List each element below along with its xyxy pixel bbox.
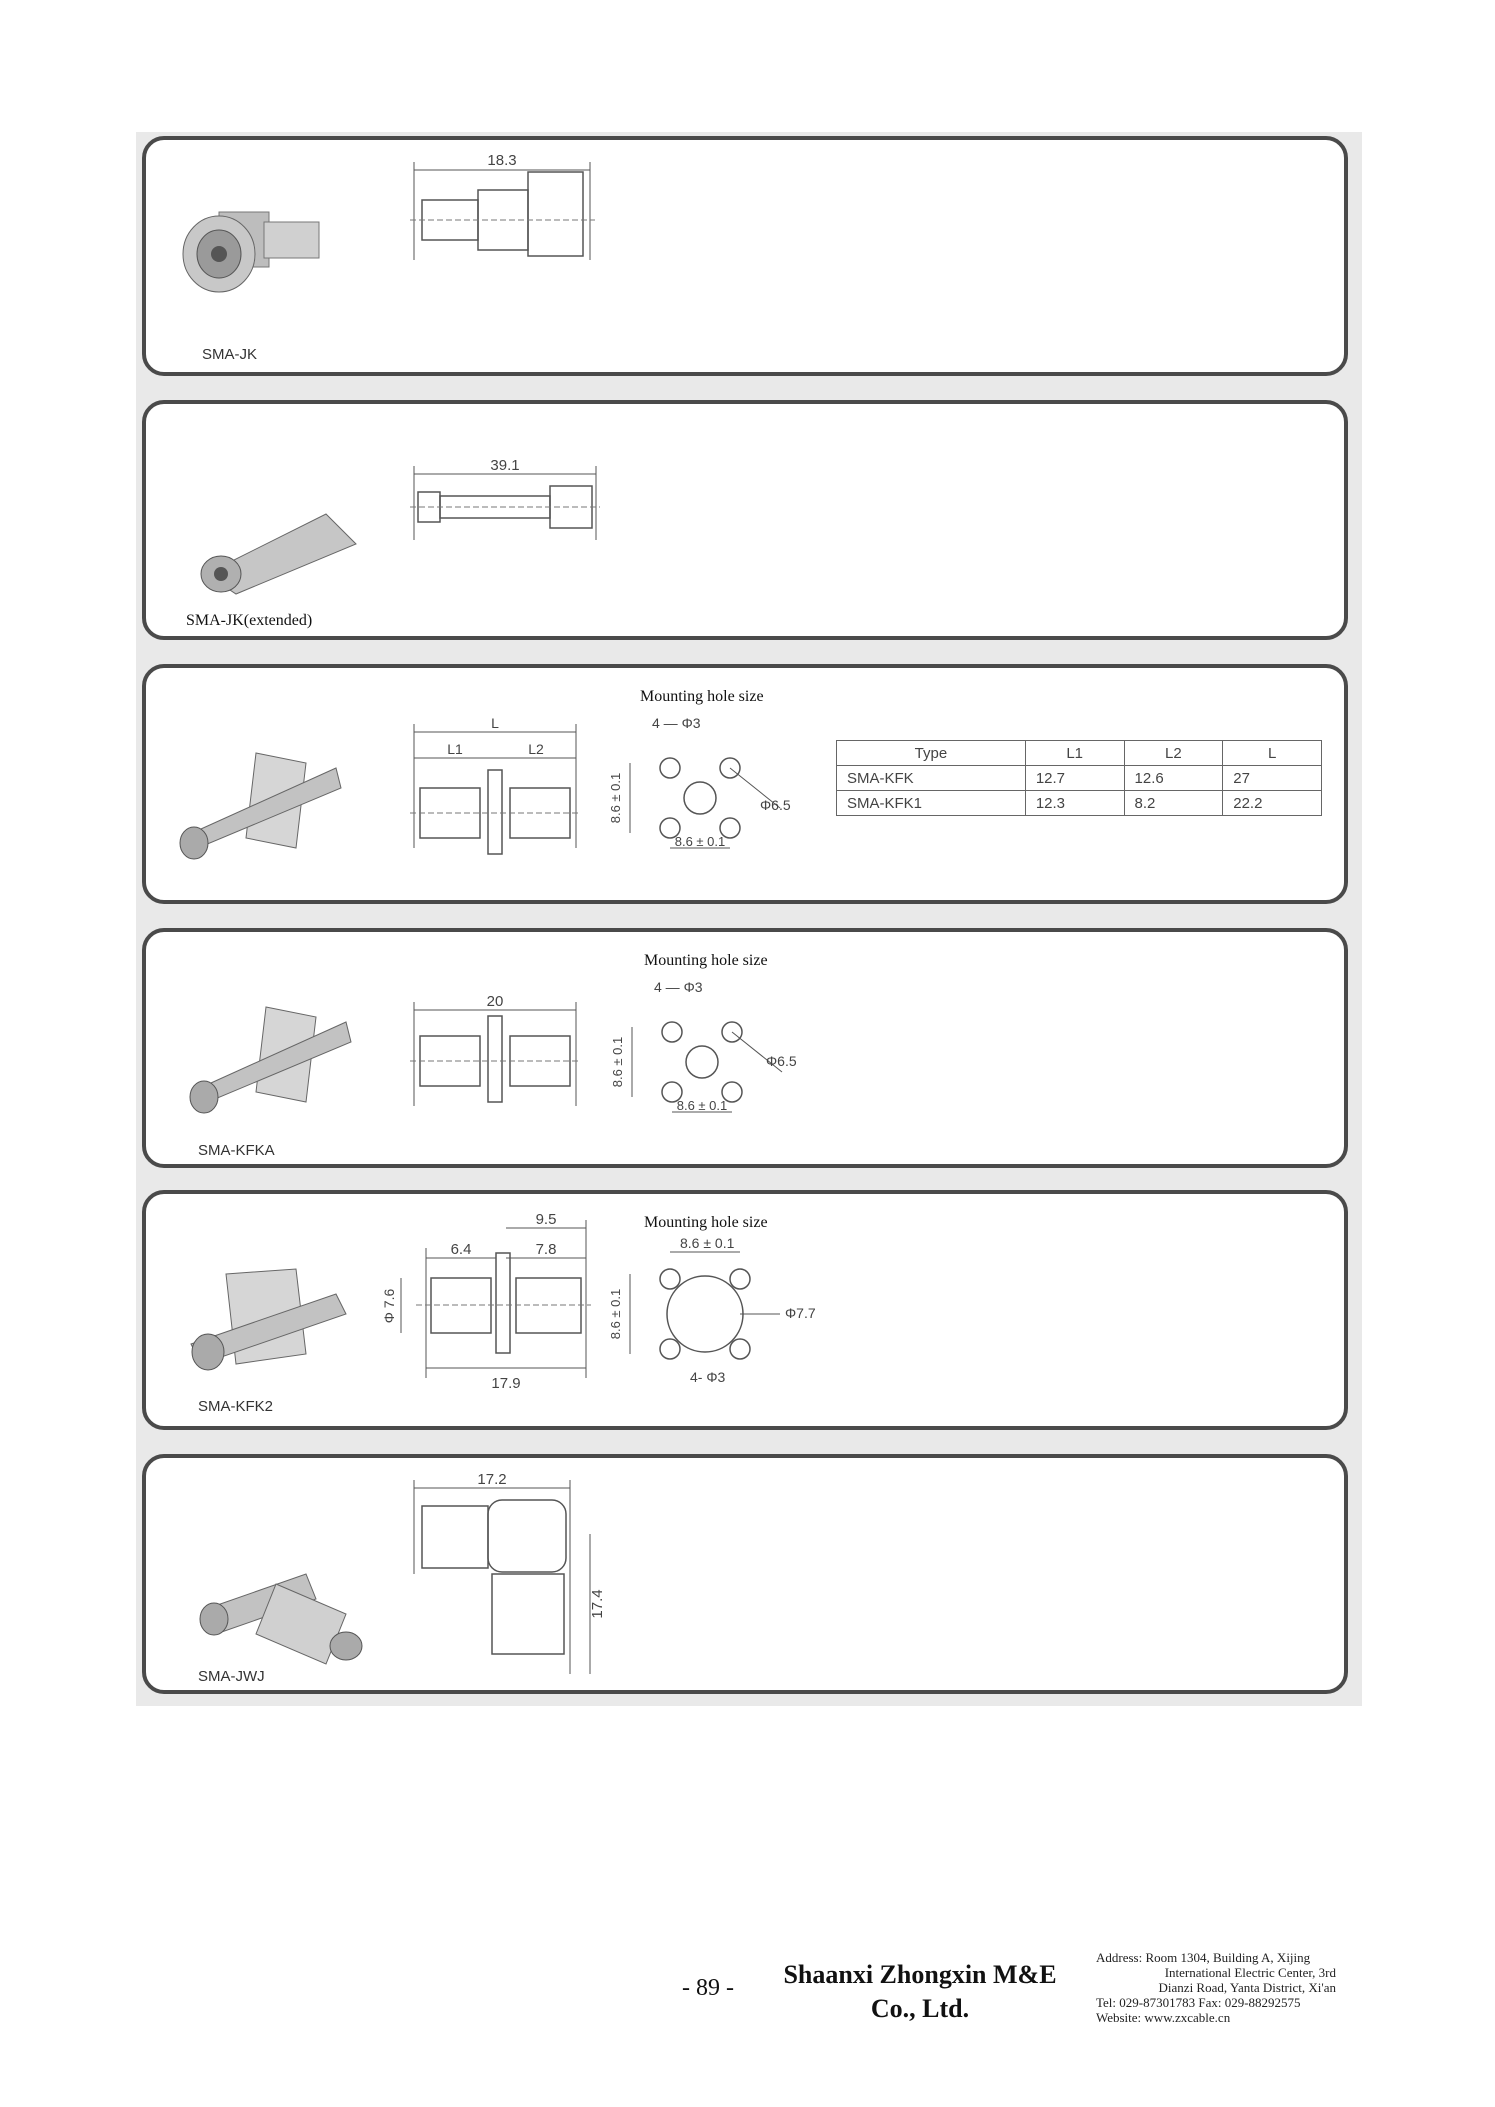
- mounting-hole-title: Mounting hole size: [644, 1214, 768, 1231]
- model-label: SMA-JK: [202, 346, 258, 363]
- dimension-label: 20: [486, 993, 504, 1010]
- center-hole-label: Φ6.5: [760, 797, 791, 813]
- table-header: L2: [1124, 741, 1223, 766]
- connector-photo: [196, 1554, 366, 1664]
- dimension-drawing: [381, 1208, 606, 1408]
- dimension-drawing: [410, 715, 580, 858]
- table-row: [837, 766, 1322, 791]
- mounting-hole-drawing: [610, 979, 822, 1122]
- dimension-drawing: [410, 457, 600, 544]
- connector-photo: [186, 1002, 356, 1112]
- model-label: SMA-KFKA: [198, 1142, 275, 1159]
- dimension-label: Φ 7.6: [381, 1288, 397, 1324]
- connector-photo: [174, 192, 324, 312]
- model-label: SMA-JK(extended): [186, 612, 313, 629]
- product-panel-sma-jk-extended: [142, 400, 1348, 640]
- mounting-hole-title: Mounting hole size: [644, 952, 768, 969]
- vertical-spacing-label: 8.6 ± 0.1: [610, 1036, 625, 1088]
- product-panel-sma-kfka: [142, 928, 1348, 1168]
- company-name-line: Shaanxi Zhongxin M&E: [783, 1960, 1057, 1989]
- table-cell: 8.2: [1124, 791, 1223, 816]
- dimension-label: 18.3: [487, 152, 517, 169]
- center-hole-label: Φ6.5: [766, 1053, 797, 1069]
- model-label: SMA-KFK2: [198, 1398, 274, 1415]
- address-line: Address: Room 1304, Building A, Xijing: [1096, 1950, 1311, 1965]
- dimension-drawing: [410, 1471, 606, 1674]
- dimension-label: 6.4: [450, 1241, 472, 1258]
- table-cell: 12.7: [1025, 766, 1124, 791]
- table-row: [837, 791, 1322, 816]
- table-cell: SMA-KFK1: [837, 791, 1026, 816]
- product-panel-sma-kfk2: [142, 1190, 1348, 1430]
- table-header-row: [837, 741, 1322, 766]
- table-cell: 27: [1223, 766, 1322, 791]
- table-header: L1: [1025, 741, 1124, 766]
- page-number: - 89 -: [682, 1975, 734, 2001]
- hole-count-label: 4 — Φ3: [652, 715, 701, 731]
- dimension-drawing: [410, 993, 580, 1106]
- dimension-label: 17.2: [477, 1471, 507, 1488]
- dimension-label: 39.1: [490, 457, 520, 474]
- dimension-label: L: [491, 715, 499, 731]
- connector-photo: [186, 1264, 356, 1374]
- phone-line: Tel: 029-87301783 Fax: 029-88292575: [1096, 1995, 1301, 2010]
- vertical-spacing-label: 8.6 ± 0.1: [608, 1288, 623, 1340]
- table-header: Type: [837, 741, 1026, 766]
- horizontal-spacing-label: 8.6 ± 0.1: [674, 834, 726, 849]
- spec-table: [836, 740, 1322, 816]
- product-panel-sma-jwj: [142, 1454, 1348, 1694]
- mounting-hole-drawing: [608, 1235, 830, 1414]
- website-line: Website: www.zxcable.cn: [1096, 2010, 1231, 2025]
- horizontal-spacing-label: 8.6 ± 0.1: [676, 1098, 728, 1113]
- table-cell: 22.2: [1223, 791, 1322, 816]
- mounting-hole-title: Mounting hole size: [640, 688, 764, 705]
- mounting-hole-drawing: [608, 715, 820, 858]
- dimension-label: L1: [447, 741, 463, 757]
- table-cell: 12.6: [1124, 766, 1223, 791]
- connector-photo: [176, 748, 346, 858]
- dimension-label: 17.9: [491, 1375, 521, 1392]
- company-name: [770, 1958, 1070, 2026]
- model-label: SMA-JWJ: [198, 1668, 265, 1685]
- company-name-line: Co., Ltd.: [870, 1994, 970, 2023]
- table-cell: SMA-KFK: [837, 766, 1026, 791]
- dimension-label: 9.5: [535, 1211, 557, 1228]
- dimension-label: L2: [528, 741, 544, 757]
- address-line: International Electric Center, 3rd: [1164, 1965, 1336, 1980]
- hole-count-label: 4 — Φ3: [654, 979, 703, 995]
- dimension-drawing: [410, 150, 590, 260]
- table-cell: 12.3: [1025, 791, 1124, 816]
- vertical-spacing-label: 8.6 ± 0.1: [608, 772, 623, 824]
- dimension-label: 7.8: [535, 1241, 557, 1258]
- product-panel-sma-kfk: [142, 664, 1348, 904]
- address-line: Dianzi Road, Yanta District, Xi'an: [1158, 1980, 1336, 1995]
- product-panel-sma-jk: [142, 136, 1348, 376]
- horizontal-spacing-label: 8.6 ± 0.1: [680, 1235, 735, 1251]
- hole-count-label: 4- Φ3: [690, 1369, 726, 1385]
- table-header: L: [1223, 741, 1322, 766]
- dimension-label: 17.4: [589, 1589, 606, 1619]
- contact-block: [1096, 1950, 1346, 2025]
- center-hole-label: Φ7.7: [785, 1305, 816, 1321]
- connector-photo: [196, 504, 376, 594]
